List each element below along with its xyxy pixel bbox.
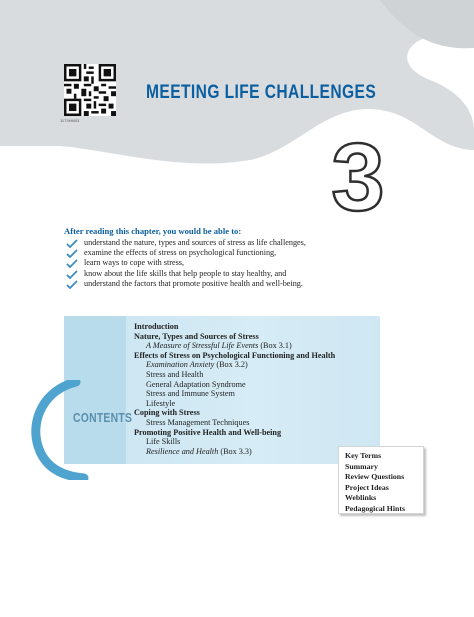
key-term-item: Review Questions xyxy=(345,472,405,482)
toc-item: Life Skills xyxy=(146,437,181,447)
objective-text: know about the life skills that help people to stay healthy, and xyxy=(84,268,287,278)
checkmark-icon xyxy=(66,280,78,289)
key-term-item: Pedagogical Hints xyxy=(345,503,405,513)
chapter-number-graphic xyxy=(318,128,398,218)
list-item xyxy=(64,248,414,258)
objective-text: examine the effects of stress on psychological functioning, xyxy=(84,248,277,258)
toc-item: Effects of Stress on Psychological Functioning and Health xyxy=(134,350,336,360)
toc-item: Stress Management Techniques xyxy=(146,417,250,427)
chapter-number: 3 xyxy=(331,128,385,218)
toc-item: Resilience and Health (Box 3.3) xyxy=(146,446,252,456)
key-term-item: Weblinks xyxy=(345,493,377,503)
learning-objectives xyxy=(64,226,414,289)
toc-item: Nature, Types and Sources of Stress xyxy=(134,331,259,341)
contents-label: CONTENTS xyxy=(73,410,133,425)
list-item xyxy=(64,269,414,279)
objectives-list xyxy=(64,238,414,289)
objective-text: understand the factors that promote positive health and well-being. xyxy=(84,278,303,288)
checkmark-icon xyxy=(66,249,78,258)
toc-item: Stress and Immune System xyxy=(146,389,235,399)
toc-item: A Measure of Stressful Life Events (Box 3.1) xyxy=(146,341,292,351)
objective-text: understand the nature, types and sources of stress as life challenges, xyxy=(84,238,306,247)
toc-item: Introduction xyxy=(134,322,179,331)
toc-item: Promoting Positive Health and Well-being xyxy=(134,427,282,437)
swoosh-decoration-icon xyxy=(24,380,94,480)
checkmark-icon xyxy=(66,239,78,248)
key-terms-box xyxy=(338,446,424,514)
toc-item: Examination Anxiety (Box 3.2) xyxy=(146,360,248,370)
key-term-item: Summary xyxy=(345,461,378,471)
qr-code-icon xyxy=(64,64,116,116)
table-of-contents xyxy=(134,322,379,456)
checkmark-icon xyxy=(66,259,78,268)
toc-item: Lifestyle xyxy=(146,398,176,408)
toc-item: Stress and Health xyxy=(146,369,204,379)
objective-text: learn ways to cope with stress, xyxy=(84,258,185,268)
qr-code-label: 1173HM03 xyxy=(60,118,80,123)
chapter-title: MEETING LIFE CHALLENGES xyxy=(146,82,377,103)
list-item xyxy=(64,279,414,289)
toc-item: Coping with Stress xyxy=(134,408,200,418)
checkmark-icon xyxy=(66,270,78,279)
objectives-heading: After reading this chapter, you would be able to: xyxy=(64,226,242,236)
list-item xyxy=(64,258,414,268)
list-item xyxy=(64,238,414,248)
key-term-item: Key Terms xyxy=(345,451,382,460)
key-term-item: Project Ideas xyxy=(345,482,389,492)
toc-item: General Adaptation Syndrome xyxy=(146,379,246,389)
